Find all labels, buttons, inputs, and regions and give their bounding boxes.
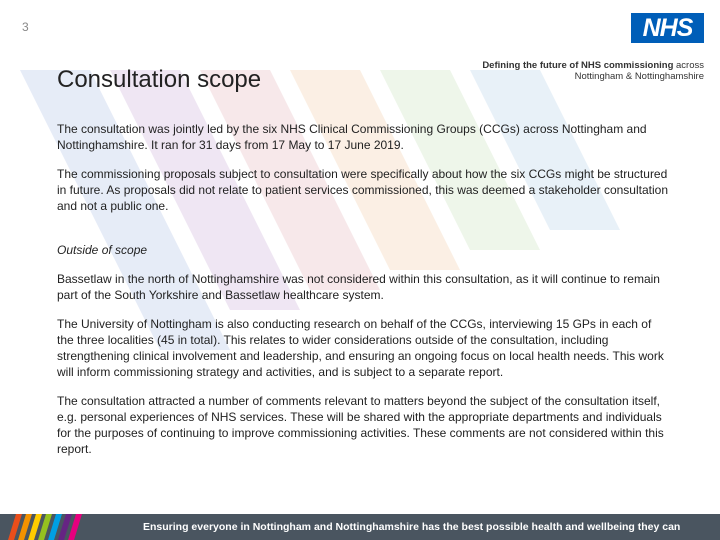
header-subtitle — [464, 60, 704, 82]
page-title: Consultation scope — [57, 66, 262, 93]
footer-tagline: Ensuring everyone in Nottingham and Nottinghamshire has the best possible health and wellbeing they can — [143, 521, 681, 533]
footer-banner — [0, 514, 720, 540]
footer-stripes-decoration — [8, 514, 128, 540]
paragraph-intro: The consultation was jointly led by the six NHS Clinical Commissioning Groups (CCGs) across Nottingham and Nottinghamshire. It ran for 31 days from 17 May to 17 June 2019. — [57, 122, 647, 152]
outside-scope-heading: Outside of scope — [57, 243, 148, 257]
header-subtitle-bold: Defining the future of NHS commissioning — [482, 60, 674, 71]
header-subtitle-rest: across Nottingham & Nottinghamshire — [574, 60, 704, 82]
page-number: 3 — [22, 20, 29, 34]
paragraph-university: The University of Nottingham is also conducting research on behalf of the CCGs, interviewing 15 GPs in each of the three localities (45 in total). This relates to wider considerations outside of the consultation, including strengthening clinical involvement and leadership, and ensuring an ongoing focus on local health needs. This work will inform commissioning strategy and activities, and is subject to a separate report. — [57, 317, 664, 379]
paragraph-bassetlaw: Bassetlaw in the north of Nottinghamshire was not considered within this consultation, as it will continue to remain part of the South Yorkshire and Bassetlaw healthcare system. — [57, 272, 660, 302]
main-content — [57, 121, 669, 470]
nhs-logo: NHS — [631, 13, 704, 43]
paragraph-proposals: The commissioning proposals subject to consultation were specifically about how the six CCGs might be structured in future. As proposals did not relate to patient services commissioned, this was deemed a stakeholder consultation and not a public one. — [57, 167, 668, 213]
paragraph-comments: The consultation attracted a number of comments relevant to matters beyond the subject of the consultation itself, e.g. personal experiences of NHS services. These will be shared with the appropriate departments and individuals for the purposes of continuing to improve commissioning activities. These comments are not considered within this report. — [57, 394, 664, 456]
